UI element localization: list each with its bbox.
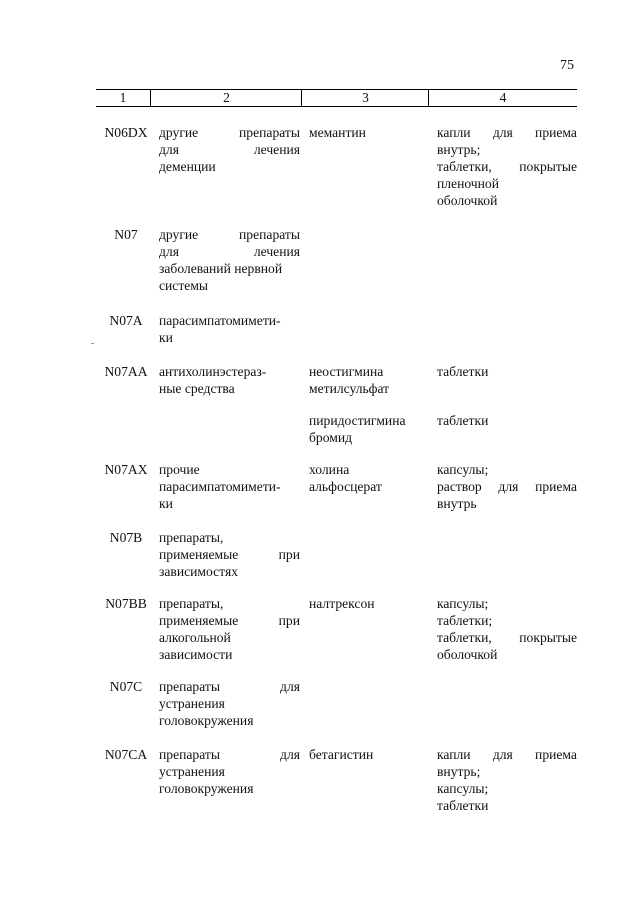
drug-name-line: холина (309, 462, 350, 477)
dosage-form-line: оболочкой (437, 647, 498, 662)
dosage-form-line: пленочной (437, 176, 499, 191)
group-line-word: для (159, 244, 179, 259)
group-line-word: препараты (239, 227, 300, 242)
page-number: 75 (560, 58, 574, 73)
drug-name-line: бромид (309, 430, 353, 445)
dosage-form-line: таблетки (437, 798, 489, 813)
dosage-forms (437, 461, 577, 512)
dosage-form-line-word: таблетки, (437, 630, 492, 645)
header-col-1: 1 (119, 90, 127, 105)
group-line: ные средства (159, 381, 235, 396)
group-line: препараты, (159, 596, 224, 611)
pharmacological-group (159, 124, 300, 175)
atc-code: N07A (109, 313, 143, 328)
group-line-word: лечения (253, 244, 300, 259)
dosage-form-line-word: приема (535, 479, 577, 494)
dosage-form-line: таблетки (437, 364, 489, 379)
drug-name (309, 595, 421, 612)
atc-code: N07AA (104, 364, 148, 379)
dosage-form-line (437, 478, 577, 495)
pharmacological-group (159, 461, 300, 512)
dosage-forms (437, 124, 577, 209)
header-col-4: 4 (428, 89, 577, 106)
group-line-word: для (280, 679, 300, 694)
group-line (159, 243, 300, 260)
dosage-form-line: капсулы; (437, 462, 489, 477)
dosage-form-line-word: приема (535, 125, 577, 140)
group-line: заболеваний нервной (159, 261, 283, 276)
atc-code: N07AX (104, 462, 148, 477)
atc-code: N07BB (105, 596, 147, 611)
group-line: системы (159, 278, 209, 293)
group-line: зависимостях (159, 564, 238, 579)
dosage-form-line-word: для (498, 479, 519, 494)
drug-name (309, 461, 421, 495)
dosage-forms (437, 363, 577, 380)
dosage-forms (437, 595, 577, 663)
atc-code: N07B (109, 530, 143, 545)
dosage-form-line (437, 629, 577, 646)
group-line: алкогольной (159, 630, 231, 645)
group-line: устранения (159, 764, 225, 779)
group-line-word: при (278, 547, 300, 562)
drug-name (309, 412, 421, 446)
dosage-forms (437, 746, 577, 814)
dosage-form-line: внутрь (437, 496, 477, 511)
header-bottom-rule (96, 106, 577, 107)
group-line: прочие (159, 462, 200, 477)
group-line-word: при (278, 613, 300, 628)
header-col-3: 3 (301, 89, 429, 106)
atc-code: N07C (109, 679, 143, 694)
drug-name-line: мемантин (309, 125, 366, 140)
group-line: антихолинэстераз- (159, 364, 267, 379)
group-line-word: препараты (159, 679, 220, 694)
dosage-form-line-word: покрытые (519, 630, 577, 645)
header-col-2: 2 (150, 89, 302, 106)
dosage-form-line-word: для (492, 125, 513, 140)
group-line-word: применяемые (159, 613, 239, 628)
pharmacological-group (159, 226, 300, 294)
dosage-form-line: таблетки (437, 413, 489, 428)
pharmacological-group (159, 746, 300, 797)
dosage-form-line (437, 124, 577, 141)
drug-name-line: налтрексон (309, 596, 375, 611)
atc-code: N07CA (104, 747, 148, 762)
drug-name-line: бетагистин (309, 747, 374, 762)
atc-code: N06DX (104, 125, 148, 140)
dosage-form-line: капсулы; (437, 781, 489, 796)
dosage-form-line-word: для (492, 747, 513, 762)
drug-name-line: альфосцерат (309, 479, 382, 494)
group-line: деменции (159, 159, 216, 174)
group-line: головокружения (159, 713, 254, 728)
scan-speck (91, 343, 94, 344)
pharmacological-group (159, 529, 300, 580)
pharmacological-group (159, 312, 300, 346)
group-line: зависимости (159, 647, 233, 662)
drug-name-line: метилсульфат (309, 381, 390, 396)
dosage-form-line-word: таблетки, (437, 159, 492, 174)
group-line-word: другие (159, 125, 199, 140)
dosage-form-line: внутрь; (437, 764, 481, 779)
group-line: ки (159, 330, 173, 345)
dosage-form-line (437, 746, 577, 763)
atc-code: N07 (114, 227, 138, 242)
group-line: парасимпатомимети- (159, 479, 281, 494)
pharmacological-group (159, 678, 300, 729)
dosage-forms (437, 412, 577, 429)
group-line-word: применяемые (159, 547, 239, 562)
dosage-form-line-word: покрытые (519, 159, 577, 174)
group-line (159, 124, 300, 141)
group-line: препараты, (159, 530, 224, 545)
dosage-form-line: таблетки; (437, 613, 493, 628)
group-line (159, 678, 300, 695)
table-header (96, 89, 577, 106)
group-line-word: для (159, 142, 179, 157)
pharmacological-group (159, 363, 300, 397)
drug-name (309, 124, 421, 141)
group-line (159, 746, 300, 763)
group-line-word: препараты (239, 125, 300, 140)
group-line-word: препараты (159, 747, 220, 762)
group-line-word: для (280, 747, 300, 762)
dosage-form-line-word: приема (535, 747, 577, 762)
dosage-form-line: оболочкой (437, 193, 498, 208)
dosage-form-line: внутрь; (437, 142, 481, 157)
dosage-form-line: капсулы; (437, 596, 489, 611)
drug-name (309, 363, 421, 397)
group-line (159, 141, 300, 158)
group-line: устранения (159, 696, 225, 711)
group-line-word: другие (159, 227, 199, 242)
group-line (159, 612, 300, 629)
drug-name-line: пиридостигмина (309, 413, 406, 428)
group-line (159, 226, 300, 243)
drug-name (309, 746, 421, 763)
dosage-form-line-word: капли (437, 125, 471, 140)
group-line-word: лечения (253, 142, 300, 157)
group-line: парасимпатомимети- (159, 313, 281, 328)
drug-name-line: неостигмина (309, 364, 384, 379)
dosage-form-line-word: капли (437, 747, 471, 762)
group-line (159, 546, 300, 563)
dosage-form-line-word: раствор (437, 479, 482, 494)
group-line: ки (159, 496, 173, 511)
pharmacological-group (159, 595, 300, 663)
group-line: головокружения (159, 781, 254, 796)
dosage-form-line (437, 158, 577, 175)
